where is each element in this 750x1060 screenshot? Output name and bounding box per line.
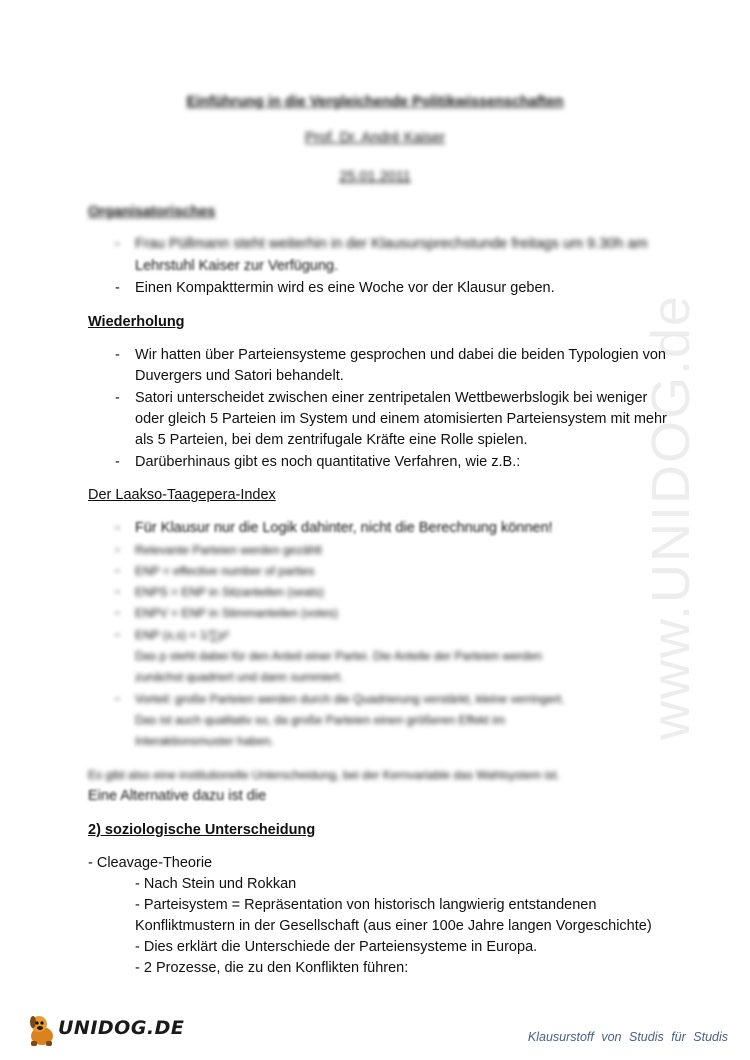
list-item: Frau Püllmann steht weiterhin in der Klausursprechstunde freitags um 9.30h am <box>135 236 648 252</box>
list-item: ENP (x,s) = 1/∑p² <box>135 628 230 642</box>
list-item: als 5 Parteien, bei dem zentrifugale Kräfte eine Rolle spielen. <box>135 432 528 448</box>
list-item: Einen Kompakttermin wird es eine Woche vor der Klausur geben. <box>135 280 555 296</box>
list-item: Wir hatten über Parteiensysteme gesprochen und dabei die beiden Typologien von <box>135 347 666 363</box>
unidog-logo <box>22 1010 185 1050</box>
list-item: Das ist auch qualitativ so, da große Parteien einen größeren Effekt im <box>135 713 505 727</box>
list-item: Satori unterscheidet zwischen einer zentripetalen Wettbewerbslogik bei weniger <box>135 390 648 406</box>
list-item: - Dies erklärt die Unterschiede der Parteiensysteme in Europa. <box>135 939 538 955</box>
list-item: Vorteil: große Parteien werden durch die Quadrierung verstärkt, kleine verringert. <box>135 692 565 706</box>
list-item: ENPS = ENP in Sitzanteilen (seats) <box>135 585 324 599</box>
bullet-dash: - <box>115 627 120 643</box>
bullet-dash: - <box>115 454 120 470</box>
bullet-dash: - <box>115 542 120 558</box>
list-item: ENPV = ENP in Stimmanteilen (votes) <box>135 606 338 620</box>
bullet-dash: - <box>115 563 120 579</box>
list-item: - Cleavage-Theorie <box>88 855 213 871</box>
paragraph-line: Es gibt also eine institutionelle Unterscheidung, bei der Kernvariable das Wahlsystem ist. <box>88 768 560 782</box>
paragraph-line: Eine Alternative dazu ist die <box>88 788 267 804</box>
list-item: - Parteisystem = Repräsentation von historisch langwierig entstandenen <box>135 897 597 913</box>
dog-icon <box>22 1010 62 1050</box>
list-item: Relevante Parteien werden gezählt <box>135 543 322 557</box>
list-item: ENP = effective number of parties <box>135 564 315 578</box>
section-heading-soziologisch: 2) soziologische Unterscheidung <box>88 822 316 838</box>
watermark: www.UNIDOG.de <box>641 293 701 740</box>
list-item: Interaktionsmuster haben. <box>135 734 274 748</box>
footer-tagline: Klausurstoff von Studis für Studis <box>527 1030 728 1044</box>
document-author: Prof. Dr. André Kaiser <box>304 130 446 146</box>
list-item: - 2 Prozesse, die zu den Konflikten führen: <box>135 960 409 976</box>
document-date: 25.01.2011 <box>339 169 411 185</box>
bullet-dash: - <box>115 280 120 296</box>
section-heading-wiederholung: Wiederholung <box>88 314 185 330</box>
list-item: Duvergers und Satori behandelt. <box>135 368 344 384</box>
bullet-dash: - <box>115 605 120 621</box>
list-item: - Nach Stein und Rokkan <box>135 876 297 892</box>
bullet-dash: - <box>115 347 120 363</box>
list-item: zunächst quadriert und dann summiert. <box>135 670 344 684</box>
list-item: Darüberhinaus gibt es noch quantitative Verfahren, wie z.B.: <box>135 454 521 470</box>
section-heading-laakso: Der Laakso-Taagepera-Index <box>88 487 276 503</box>
list-item: Das p steht dabei für den Anteil einer Partei. Die Anteile der Parteien werden <box>135 649 542 663</box>
bullet-dash: - <box>115 236 120 252</box>
bullet-dash: - <box>115 520 120 536</box>
logo-text: UNIDOG.DE <box>58 1017 185 1039</box>
bullet-dash: - <box>115 691 120 707</box>
document-title: Einführung in die Vergleichende Politikwissenschaften <box>186 94 564 110</box>
bullet-dash: - <box>115 584 120 600</box>
bullet-dash: - <box>115 390 120 406</box>
list-item: oder gleich 5 Parteien im System und einem atomisierten Parteiensystem mit mehr <box>135 411 667 427</box>
list-item: Für Klausur nur die Logik dahinter, nicht die Berechnung können! <box>135 520 553 536</box>
section-heading-organisatorisches: Organisatorisches <box>88 204 216 220</box>
list-item: Konfliktmustern in der Gesellschaft (aus einer 100e Jahre langen Vorgeschichte) <box>135 918 652 934</box>
list-item: Lehrstuhl Kaiser zur Verfügung. <box>135 258 339 274</box>
